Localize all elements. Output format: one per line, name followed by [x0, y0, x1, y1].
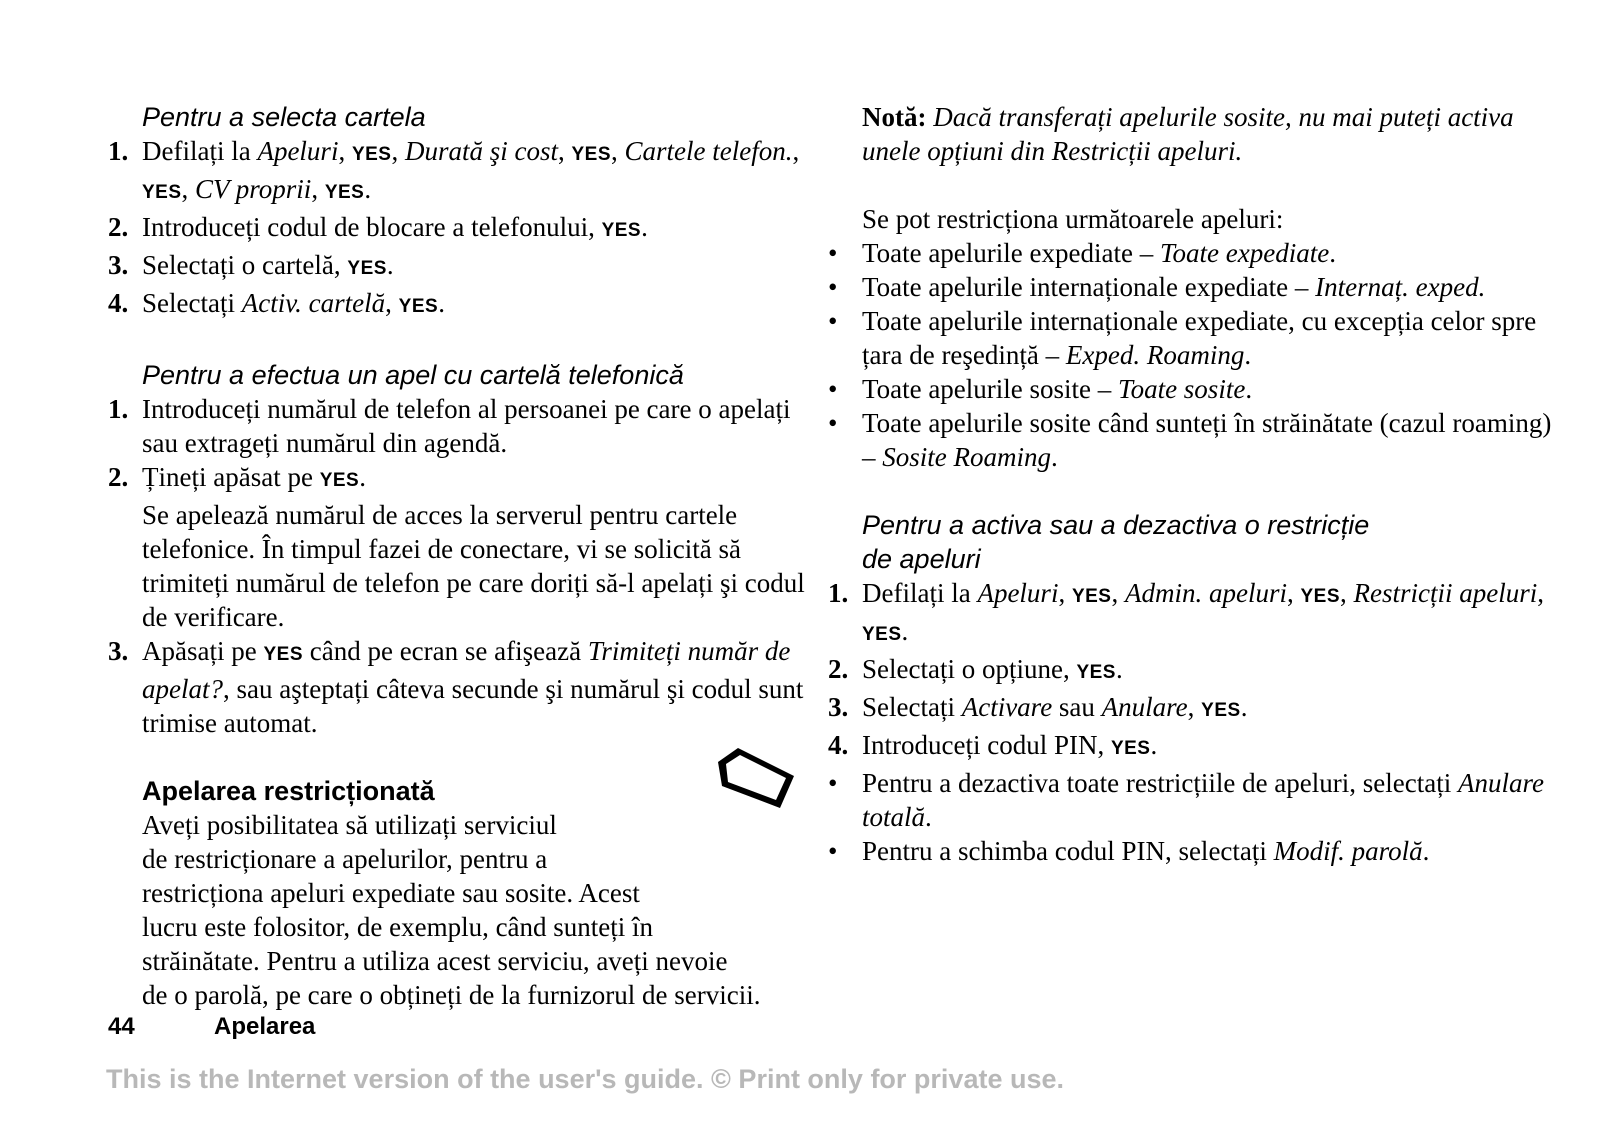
text-run: Toate apelurile sosite când sunteți în străinătate (cazul roaming) –: [862, 408, 1552, 472]
step-item: [108, 286, 818, 324]
text-run: .: [1240, 692, 1248, 722]
item-text: [862, 578, 1544, 646]
yes-key-label: YES: [324, 182, 365, 203]
text-run: Pentru a dezactiva toate restricțiile de apeluri, selectați: [862, 768, 1458, 798]
menu-term: Sosite Roaming: [882, 442, 1051, 472]
heading-activate-restriction: [828, 508, 1568, 576]
bullet-item: [828, 236, 1568, 270]
step-number: 4.: [828, 730, 849, 760]
yes-key-label: YES: [319, 470, 360, 491]
bullet-item: [828, 304, 1568, 372]
text-run: ,: [338, 136, 352, 166]
text-run: .: [438, 288, 445, 318]
yes-key-label: YES: [571, 144, 612, 165]
text-run: Toate apelurile internaționale expediate –: [862, 272, 1316, 302]
item-text: [142, 288, 445, 318]
item-text: [142, 212, 648, 242]
text-run: Selectați o opțiune,: [862, 654, 1077, 684]
text-run: Introduceți numărul de telefon al persoanei pe care o apelați sau extrageți numărul din agendă.: [142, 394, 791, 458]
item-text: [862, 306, 1536, 370]
item-text: [142, 136, 799, 204]
text-run: .: [1150, 730, 1158, 760]
heading-card-call: Pentru a efectua un apel cu cartelă telefonică: [142, 360, 684, 390]
yes-key-label: YES: [263, 644, 303, 665]
text-run: .: [364, 174, 372, 204]
yes-key-label: YES: [1201, 700, 1241, 721]
text-run: .: [1245, 374, 1253, 404]
phone-network-icon: [708, 742, 800, 818]
bullet-mark: •: [828, 272, 838, 302]
bullet-item: [828, 372, 1568, 406]
text-run: ,: [385, 288, 399, 318]
menu-term: Admin. apeluri: [1124, 578, 1287, 608]
item-text: [862, 272, 1485, 302]
yes-key-label: YES: [347, 258, 387, 279]
text-run: .: [1051, 442, 1058, 472]
step-item: [108, 634, 818, 740]
yes-key-label: YES: [1076, 662, 1116, 683]
yes-key-label: YES: [862, 624, 902, 645]
step-item: [108, 210, 818, 248]
yes-key-label: YES: [601, 220, 642, 241]
step-item: [828, 652, 1568, 690]
item-text: [142, 462, 366, 492]
yes-key-label: YES: [142, 182, 182, 203]
bullet-mark: •: [828, 374, 838, 404]
text-run: ,: [181, 174, 196, 204]
menu-term: Restricții apeluri: [1353, 578, 1538, 608]
menu-term: Exped. Roaming: [1065, 340, 1245, 370]
text-run: .: [1115, 654, 1123, 684]
menu-term: Trimiteți număr de apelat?: [142, 636, 791, 704]
restricted-line: străinătate. Pentru a utiliza acest serviciu, aveți nevoie: [142, 946, 728, 976]
restricted-description: [108, 808, 818, 1012]
text-run: ,: [311, 174, 325, 204]
menu-term: Durată şi cost: [404, 136, 558, 166]
text-run: .: [925, 802, 932, 832]
bullet-mark: •: [828, 408, 838, 438]
text-run: Țineți apăsat pe: [142, 462, 320, 492]
text-run: Pentru a schimba codul PIN, selectați: [862, 836, 1274, 866]
step-item: [828, 728, 1568, 766]
heading-line: de apeluri: [862, 544, 981, 574]
text-run: .: [1244, 340, 1252, 370]
restricted-line: Aveți posibilitatea să utilizați serviciul: [142, 810, 557, 840]
bullet-mark: •: [828, 768, 838, 798]
text-run: Toate apelurile internaționale expediate, cu excepția celor spre țara de reşedință –: [862, 306, 1537, 370]
step-number: 4.: [108, 288, 129, 318]
text-run: ,: [391, 136, 405, 166]
text-run: Introduceți codul de blocare a telefonului,: [142, 212, 602, 242]
step-item: [108, 248, 818, 286]
text-run: sau: [1052, 692, 1102, 722]
item-text: [862, 654, 1123, 684]
heading-select-card: Pentru a selecta cartela: [142, 102, 426, 132]
text-run: .: [1329, 238, 1336, 268]
menu-term: Toate expediate: [1159, 238, 1330, 268]
bullet-item: [828, 766, 1568, 834]
menu-term: Anulare: [1101, 692, 1188, 722]
step-number: 1.: [108, 136, 129, 166]
text-run: ,: [1187, 692, 1202, 722]
text-run: Defilați la: [142, 136, 258, 166]
menu-term: Modif. parolă: [1273, 836, 1423, 866]
yes-key-label: YES: [1071, 586, 1112, 607]
menu-term: Apeluri: [977, 578, 1059, 608]
note: [828, 100, 1568, 168]
text-run: când pe ecran se afişează: [303, 636, 588, 666]
bullet-item: [828, 406, 1568, 474]
restricted-line: de o parolă, pe care o obțineți de la furnizorul de servicii.: [142, 980, 761, 1010]
activate-steps: [828, 576, 1568, 766]
item-text: [142, 250, 394, 280]
text-run: Toate apelurile expediate –: [862, 238, 1160, 268]
text-run: Toate apelurile sosite –: [862, 374, 1119, 404]
restricted-line: lucru este folositor, de exemplu, când sunteți în: [142, 912, 654, 942]
bullet-mark: •: [828, 306, 838, 336]
step-number: 2.: [108, 462, 129, 492]
text-run: ,: [611, 136, 625, 166]
watermark: This is the Internet version of the user's guide. © Print only for private use.: [106, 1064, 1064, 1094]
restriction-list: [828, 236, 1568, 474]
item-text: [862, 692, 1247, 722]
text-run: .: [641, 212, 648, 242]
step-item: [108, 134, 818, 210]
menu-term: Toate sosite: [1118, 374, 1246, 404]
text-run: Selectați: [142, 288, 242, 318]
menu-term: CV proprii: [195, 174, 312, 204]
item-text: [862, 408, 1551, 472]
restrictions-intro: Se pot restricționa următoarele apeluri:: [862, 204, 1284, 234]
item-text: [862, 374, 1252, 404]
menu-term: Activ. cartelă: [241, 288, 386, 318]
text-run: Selectați: [862, 692, 962, 722]
item-text: [142, 394, 790, 458]
card-call-steps: [108, 392, 818, 740]
step-detail: Se apelează numărul de acces la serverul pentru cartele telefonice. În timpul fazei de conectare, vi se solicită să trimiteți numărul de telefon pe care doriți să-l apelați şi codul de verificare.: [142, 500, 805, 632]
bullet-mark: •: [828, 836, 838, 866]
step-number: 2.: [108, 212, 129, 242]
footer-section-title: Apelarea: [214, 1013, 316, 1040]
yes-key-label: YES: [1300, 586, 1341, 607]
text-run: ,: [558, 136, 572, 166]
item-text: [862, 238, 1336, 268]
menu-term: Internaț. exped.: [1315, 272, 1486, 302]
menu-term: Anulare totală: [862, 768, 1544, 832]
text-run: ,: [1340, 578, 1354, 608]
step-item: [108, 460, 818, 634]
text-run: Apăsați pe: [142, 636, 264, 666]
note-text: Dacă transferați apelurile sosite, nu mai puteți activa unele opțiuni din Restricții apeluri.: [862, 102, 1514, 166]
step-item: [828, 576, 1568, 652]
item-text: [862, 768, 1544, 832]
menu-term: Cartele telefon.: [624, 136, 793, 166]
restricted-line: restricționa apeluri expediate sau sosite. Acest: [142, 878, 640, 908]
bullet-mark: •: [828, 238, 838, 268]
step-number: 1.: [828, 578, 849, 608]
text-run: .: [901, 616, 909, 646]
step-number: 1.: [108, 394, 129, 424]
text-run: ,: [1286, 578, 1301, 608]
step-number: 2.: [828, 654, 849, 684]
note-label: Notă:: [862, 102, 927, 132]
text-run: Selectați o cartelă,: [142, 250, 348, 280]
bullet-item: [828, 270, 1568, 304]
text-run: Introduceți codul PIN,: [862, 730, 1111, 760]
heading-restricted-calling: Apelarea restricționată: [142, 776, 435, 806]
tips-list: [828, 766, 1568, 868]
page-number: 44: [108, 1013, 135, 1040]
item-text: [142, 636, 803, 738]
text-run: ,: [1537, 578, 1544, 608]
text-run: .: [1422, 836, 1430, 866]
step-number: 3.: [108, 636, 129, 666]
bullet-item: [828, 834, 1568, 868]
yes-key-label: YES: [398, 296, 439, 317]
step-item: [828, 690, 1568, 728]
text-run: .: [386, 250, 394, 280]
heading-line: Pentru a activa sau a dezactiva o restricție: [862, 510, 1370, 540]
step-number: 3.: [108, 250, 129, 280]
left-column: [108, 100, 818, 1012]
right-column: [828, 100, 1568, 868]
restricted-line: de restricționare a apelurilor, pentru a: [142, 844, 548, 874]
text-run: ,: [1058, 578, 1072, 608]
step-number: 3.: [828, 692, 849, 722]
yes-key-label: YES: [351, 144, 392, 165]
text-run: , sau aşteptați câteva secunde şi numărul şi codul sunt trimise automat.: [142, 674, 804, 738]
menu-term: Activare: [961, 692, 1053, 722]
select-card-steps: [108, 134, 818, 324]
item-text: [862, 836, 1429, 866]
step-item: [108, 392, 818, 460]
text-run: Defilați la: [862, 578, 978, 608]
text-run: .: [359, 462, 366, 492]
yes-key-label: YES: [1110, 738, 1151, 759]
text-run: ,: [1111, 578, 1125, 608]
menu-term: Apeluri: [257, 136, 339, 166]
item-text: [862, 730, 1157, 760]
text-run: ,: [792, 136, 800, 166]
